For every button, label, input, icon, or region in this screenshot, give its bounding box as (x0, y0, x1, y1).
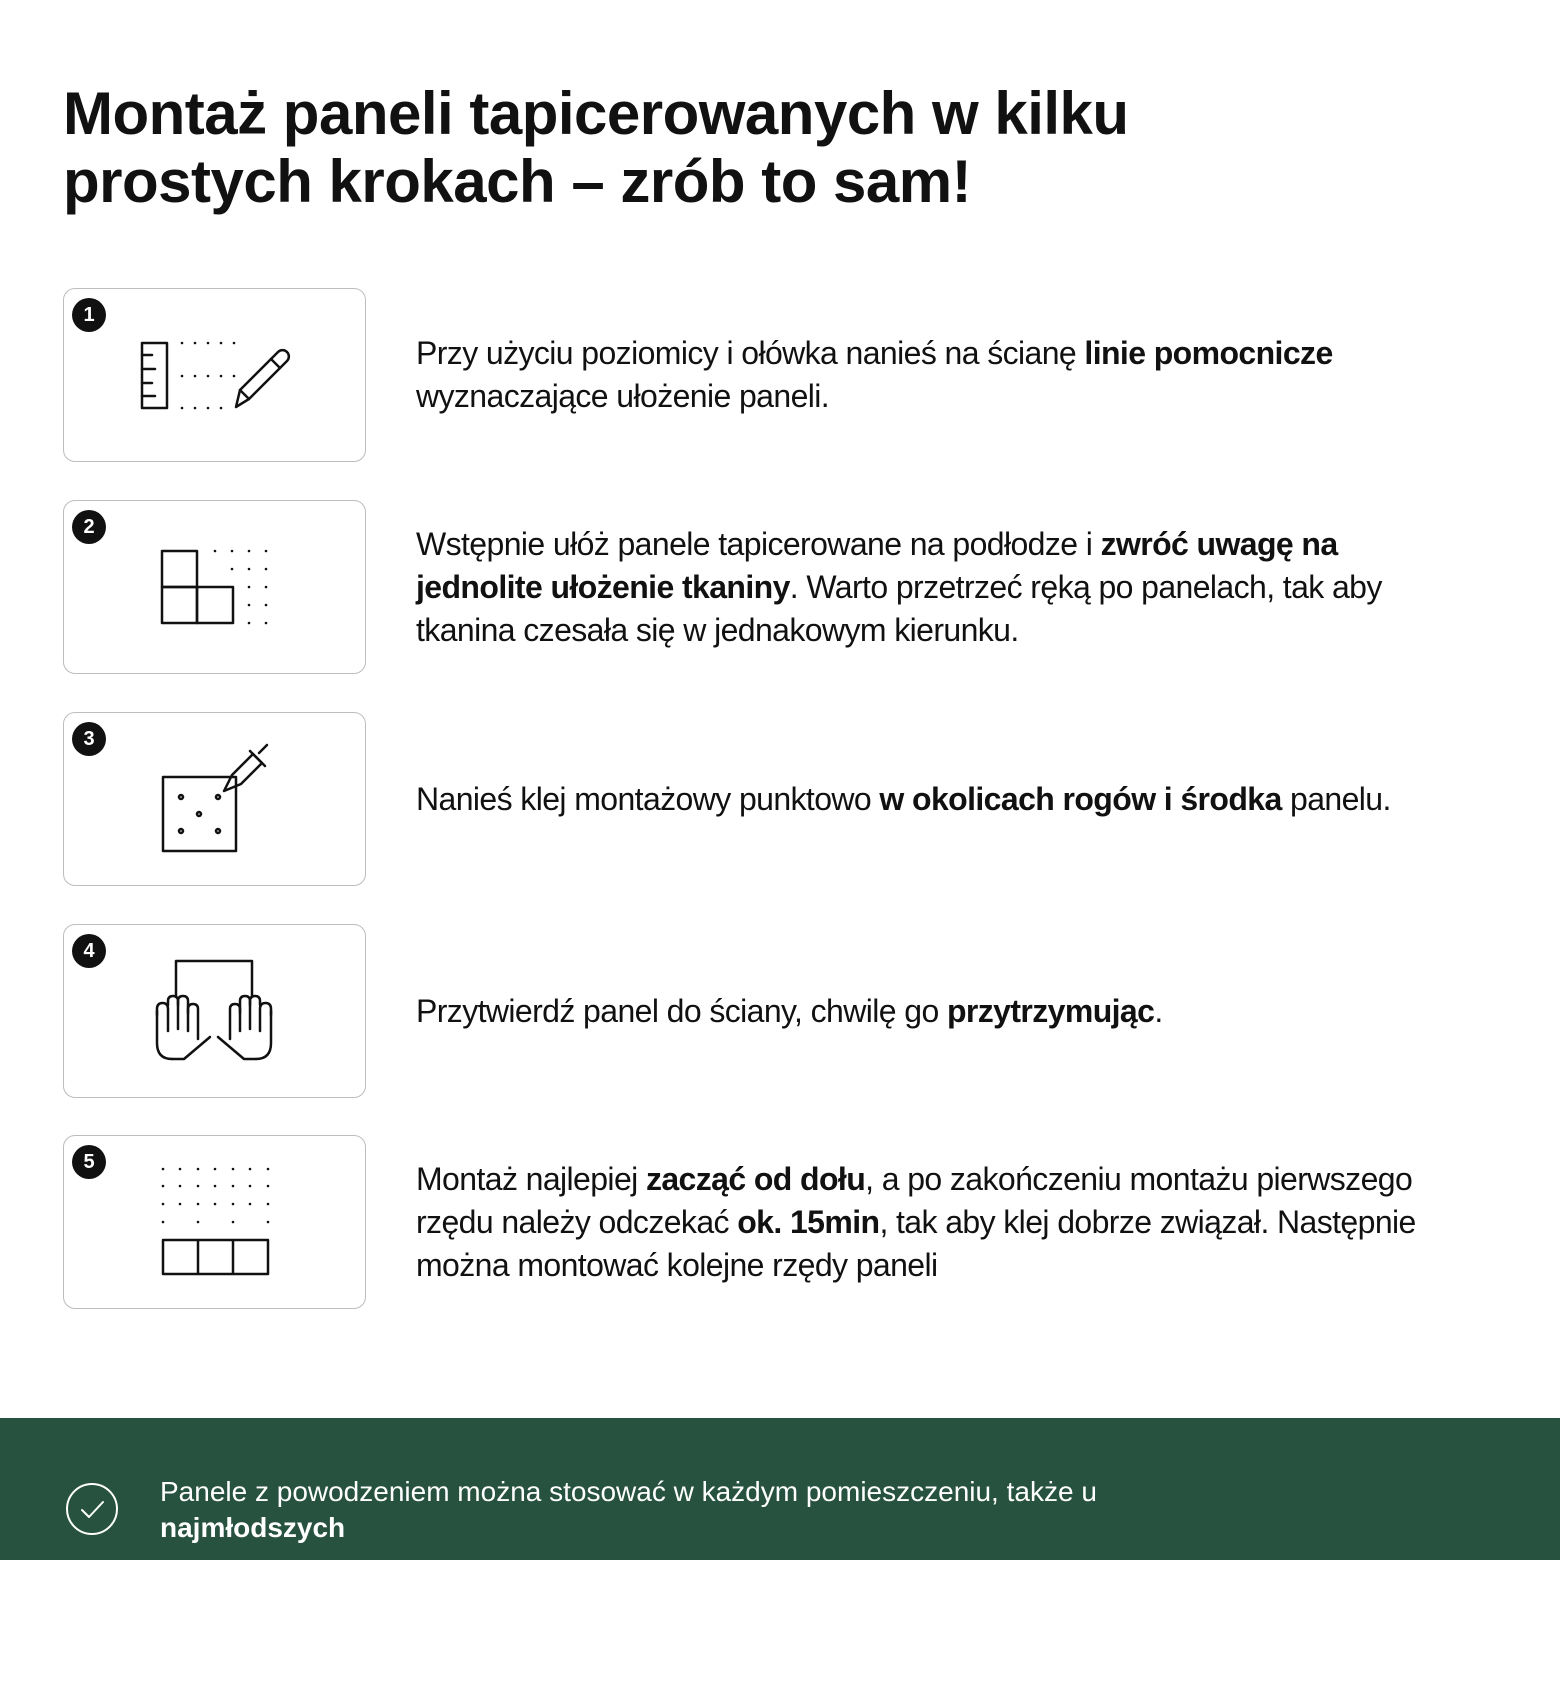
bottom-row-icon (64, 1136, 365, 1308)
step-text-part: Montaż najlepiej (416, 1160, 646, 1197)
panel-grid-icon (64, 501, 365, 673)
step-4-text (416, 990, 1163, 1033)
footer-line-2 (160, 1582, 1520, 1690)
step-text-part: . Warto przetrzeć ręką po panelach, tak aby tkanina czesała się w jednakowym kierunku. (416, 568, 1382, 648)
step-text-highlight: przytrzymując (946, 992, 1155, 1029)
step-text-part: wyznaczające ułożenie paneli. (416, 378, 830, 414)
step-3-text (416, 778, 1391, 821)
step-text-part: Nanieś klej montażowy punktowo (416, 780, 880, 817)
footer-text-part: przez domowe zwierzaki. (160, 1656, 473, 1687)
step-number-badge: 3 (72, 722, 106, 756)
step-card (63, 924, 366, 1098)
step-description (416, 712, 1456, 886)
page-title (63, 80, 1263, 216)
step-4 (63, 924, 1523, 1098)
footer-line-1 (160, 1474, 1520, 1582)
footer-text-part: Panele z powodzeniem można stosować w każdym pomieszczeniu, także u (160, 1476, 1097, 1507)
step-description (416, 1135, 1456, 1309)
hands-holding-panel-icon (64, 925, 365, 1097)
step-text-highlight: zwróć uwagę na jednolite ułożenie tkaniny (416, 525, 1338, 605)
step-2 (63, 500, 1523, 674)
step-text-part: , tak aby klej dobrze związał. Następnie można montować kolejne rzędy paneli (416, 1203, 1416, 1283)
step-number-badge: 2 (72, 510, 106, 544)
step-text-part: , a po zakończeniu montażu pierwszego rzędu należy odczekać (416, 1160, 1413, 1240)
step-text-part: Przytwierdź panel do ściany, chwilę go (416, 992, 947, 1029)
footer-text (160, 1474, 1520, 1690)
step-text-highlight: zacząć od dołu (645, 1160, 866, 1197)
step-text-part: panelu. (1281, 780, 1391, 817)
footer-text-part: . (160, 1548, 168, 1579)
check-circle-icon (65, 1482, 119, 1536)
page-title-line-2: prostych krokach – zrób to sam! (63, 148, 972, 215)
step-number-badge: 5 (72, 1145, 106, 1179)
step-1 (63, 288, 1523, 462)
page-title-line-1: Montaż paneli tapicerowanych w kilku (63, 80, 1129, 147)
footer-text-part: Dodatkowo tkaniny są (160, 1584, 434, 1615)
step-text-highlight: linie pomocnicze (1084, 335, 1333, 371)
info-footer (0, 1418, 1560, 1687)
step-card (63, 500, 366, 674)
step-text-highlight: w okolicach rogów i środka (879, 780, 1282, 817)
footer-text-highlight: najmłodszych (160, 1512, 346, 1543)
step-3 (63, 712, 1523, 886)
step-text-highlight: ok. 15min (737, 1203, 880, 1240)
glue-dots-icon (64, 713, 365, 885)
step-number-badge: 4 (72, 934, 106, 968)
step-description (416, 288, 1456, 462)
step-card (63, 288, 366, 462)
step-1-text (416, 332, 1456, 418)
footer-text-highlight: odporne na zadrapania (160, 1620, 467, 1651)
step-card (63, 1135, 366, 1309)
step-text-part: . (1154, 992, 1163, 1029)
step-text-part: Przy użyciu poziomicy i ołówka nanieś na ścianę (416, 335, 1085, 371)
step-card (63, 712, 366, 886)
step-5 (63, 1135, 1523, 1309)
step-description (416, 924, 1456, 1098)
step-text-part: Wstępnie ułóż panele tapicerowane na podłodze i (416, 525, 1101, 562)
step-number-badge: 1 (72, 298, 106, 332)
ruler-pencil-icon (64, 289, 365, 461)
step-2-text (416, 523, 1456, 652)
step-5-text (416, 1158, 1456, 1287)
step-description (416, 500, 1456, 674)
